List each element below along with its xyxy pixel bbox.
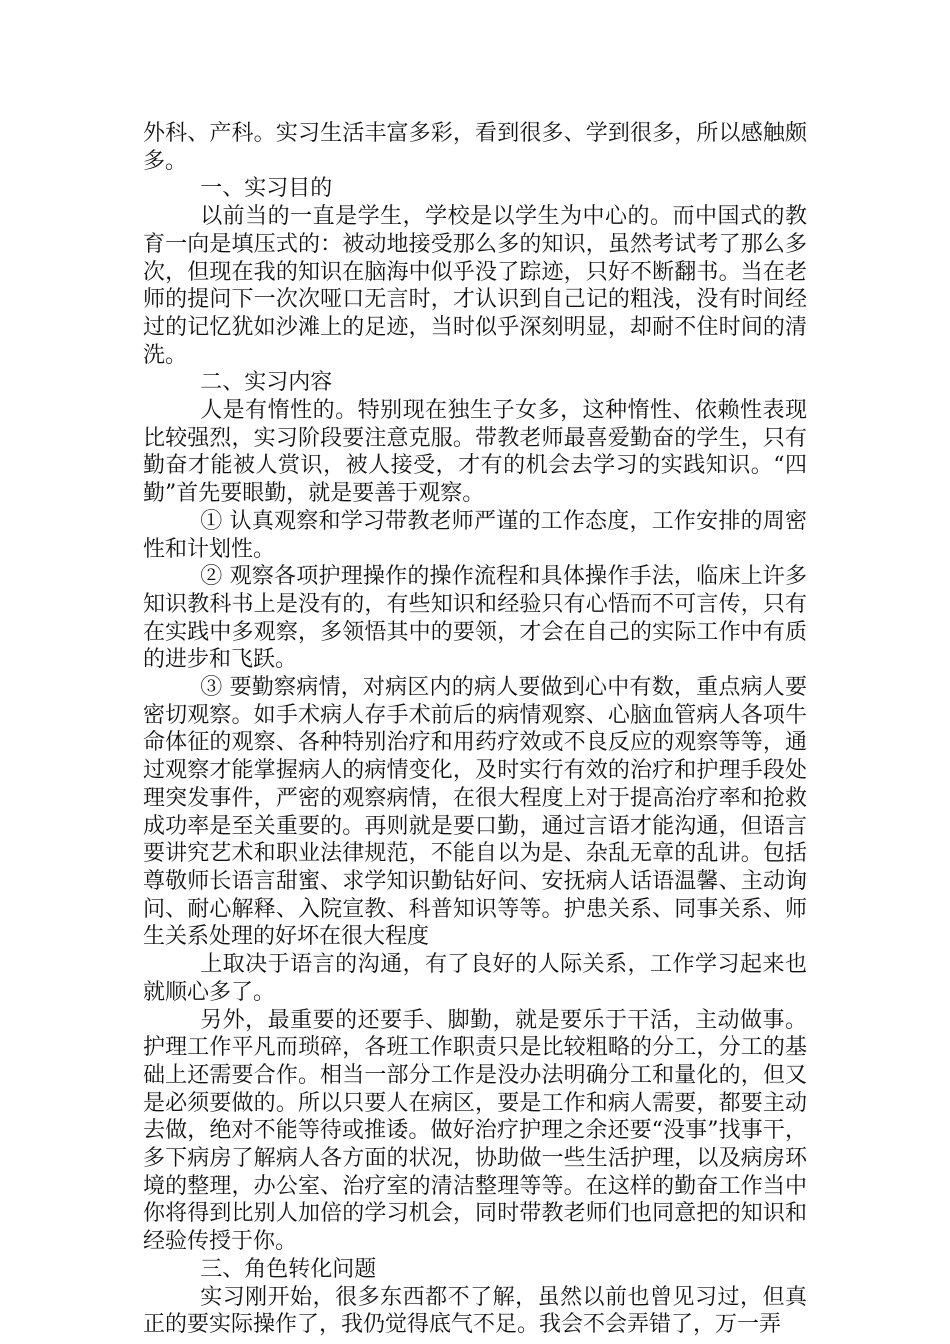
paragraph-intro-tail: 外科、产科。实习生活丰富多彩，看到很多、学到很多，所以感触颇多。 (143, 121, 807, 174)
paragraph-purpose: 以前当的一直是学生，学校是以学生为中心的。而中国式的教育一向是填压式的：被动地接受那么多的知识，虽然考试考了那么多次，但现在我的知识在脑海中似乎没了踪迹，只好不断翻书。当在老师的提问下一次次哑口无言时，才认识到自己记的粗浅，没有时间经过的记忆犹如沙滩上的足迹，当时似乎深刻明显，却耐不住时间的清洗。 (143, 204, 807, 368)
paragraph-role-transition: 实习刚开始，很多东西都不了解，虽然以前也曾见习过，但真正的要实际操作了，我仍觉得底气不足。我会不会弄错了，万一弄 (143, 1284, 807, 1338)
list-item-2: ② 观察各项护理操作的操作流程和具体操作手法，临床上许多知识教科书上是没有的，有些知识和经验只有心悟而不可言传，只有在实践中多观察，多领悟其中的要领，才会在自己的实际工作中有质的进步和飞跃。 (143, 564, 807, 673)
list-item-1: ① 认真观察和学习带教老师严谨的工作态度，工作安排的周密性和计划性。 (143, 508, 807, 562)
paragraph-hands-feet: 另外，最重要的还要手、脚勤，就是要乐于干活，主动做事。护理工作平凡而琐碎，各班工作职责只是比较粗略的分工，分工的基础上还需要合作。相当一部分工作是没办法明确分工和量化的，但又是必须要做的。所以只要人在病区，要是工作和病人需要，都要主动去做，绝对不能等待或推诿。做好治疗护理之余还要“没事”找事干，多下病房了解病人各方面的状况，协助做一些生活护理，以及病房环境的整理，办公室、治疗室的清洁整理等等。在这样的勤奋工作当中你将得到比别人加倍的学习机会，同时带教老师们也同意把的知识和经验传授于你。 (143, 1007, 807, 1255)
heading-internship-content: 二、实习内容 (200, 370, 333, 396)
paragraph-communication: 上取决于语言的沟通，有了良好的人际关系，工作学习起来也就顺心多了。 (143, 952, 807, 1005)
heading-role-transition: 三、角色转化问题 (200, 1256, 377, 1282)
document-body (143, 120, 807, 1339)
heading-internship-purpose: 一、实习目的 (200, 176, 333, 202)
list-item-3: ③ 要勤察病情，对病区内的病人要做到心中有数，重点病人要密切观察。如手术病人存手术前后的病情观察、心脑血管病人各项牛命体征的观察、各种特别治疗和用药疗效或不良反应的观察等等，通过观察才能掌握病人的病情变化，及时实行有效的治疗和护理手段处理突发事件，严密的观察病情，在很大程度上对于提高治疗率和抢救成功率是至关重要的。再则就是要口勤，通过言语才能沟通，但语言要讲究艺术和职业法律规范，不能自以为是、杂乱无章的乱讲。包括尊敬师长语言甜蜜、求学知识勤钻好问、安抚病人话语温馨、主动询问、耐心解释、入院宣教、科普知识等等。护患关系、同事关系、师生关系处理的好坏在很大程度 (143, 675, 807, 950)
paragraph-diligence: 人是有惰性的。特别现在独生子女多，这种惰性、依赖性表现比较强烈，实习阶段要注意克服。带教老师最喜爱勤奋的学生，只有勤奋才能被人赏识，被人接受，才有的机会去学习的实践知识。“四勤”首先要眼勤，就是要善于观察。 (143, 398, 807, 507)
